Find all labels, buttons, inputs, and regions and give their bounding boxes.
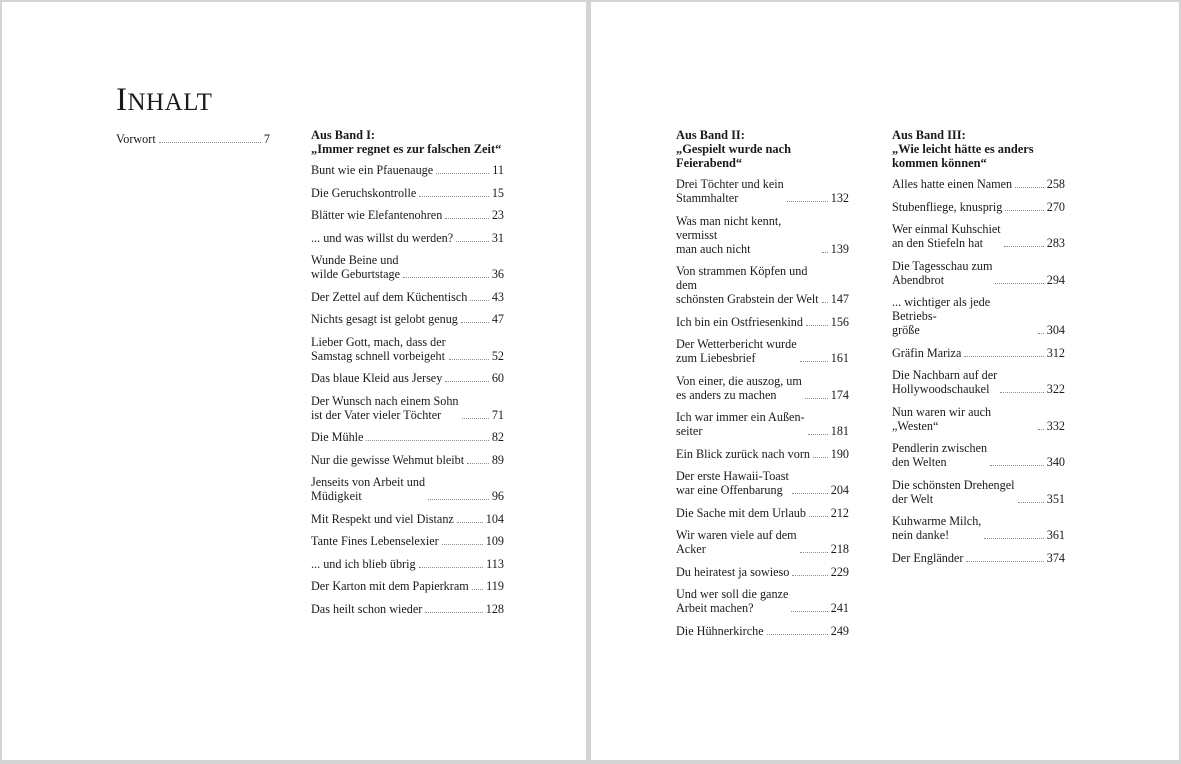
toc-entry-title: Die Mühle [311, 430, 364, 444]
dot-leader [791, 611, 827, 612]
toc-entry[interactable] [311, 579, 504, 593]
toc-entry-title: Tante Fines Lebenselexier [311, 534, 439, 548]
dot-leader [470, 300, 488, 301]
band-1-column [311, 128, 504, 616]
band-3-column [892, 128, 1065, 565]
toc-entry-page: 31 [491, 230, 504, 245]
dot-leader [767, 634, 828, 635]
dot-leader [787, 201, 828, 202]
toc-entry-page: 139 [830, 241, 849, 256]
toc-entry-page: 190 [830, 446, 849, 461]
toc-entry-title: Der Wetterbericht wurde zum Liebesbrief [676, 337, 797, 365]
dot-leader [1038, 429, 1044, 430]
toc-entry-page: 258 [1046, 177, 1065, 191]
toc-entry-title: Ich war immer ein Außen- seiter [676, 410, 805, 438]
toc-entry-title: ... wichtiger als jede Betriebs- größe [892, 295, 991, 337]
toc-entry-title: Nun waren wir auch „Westen“ [892, 404, 992, 433]
toc-entry[interactable] [311, 371, 504, 385]
toc-entry-page: 204 [830, 483, 849, 497]
toc-entry[interactable] [311, 557, 504, 571]
toc-entry[interactable] [676, 315, 849, 329]
toc-entry[interactable] [676, 410, 849, 438]
toc-entry-title: Lieber Gott, mach, dass der Samstag schnell vorbeigeht [311, 334, 446, 363]
toc-entry-page: 156 [830, 314, 849, 329]
toc-entry-title: Die Sache mit dem Urlaub [676, 505, 806, 520]
toc-entry-page: 60 [491, 371, 504, 385]
dot-leader [457, 522, 483, 523]
toc-entry-title: Nur die gewisse Wehmut bleibt [311, 452, 465, 467]
dot-leader [805, 398, 828, 399]
dot-leader [419, 196, 489, 197]
toc-entry-title: Nichts gesagt ist gelobt genug [311, 312, 458, 326]
toc-entry[interactable] [311, 253, 504, 281]
toc-entry-page: 119 [486, 579, 504, 593]
band-2-column [676, 128, 849, 638]
toc-entry[interactable] [892, 346, 1065, 360]
toc-entry-page: 52 [491, 348, 504, 363]
toc-entry-title: Die Nachbarn auf der Hollywoodschaukel [892, 368, 998, 396]
dot-leader [1015, 187, 1044, 188]
toc-entry[interactable] [311, 312, 504, 326]
dot-leader [984, 538, 1043, 539]
toc-entry-page: 374 [1046, 550, 1065, 565]
band-2-entry-list [676, 177, 849, 638]
toc-entry[interactable] [311, 534, 504, 548]
toc-entry-page: 174 [830, 387, 849, 402]
toc-entry[interactable] [311, 290, 504, 304]
toc-entry-title: Wunde Beine und wilde Geburtstage [311, 253, 401, 281]
toc-entry-page: 132 [830, 191, 849, 205]
toc-entry[interactable] [311, 335, 504, 363]
toc-entry-page: 11 [492, 163, 504, 177]
title-rest: NHALT [127, 89, 213, 116]
dot-leader [1038, 333, 1044, 334]
dot-leader [366, 440, 488, 441]
toc-entry-title: Und wer soll die ganze Arbeit machen? [676, 587, 789, 615]
dot-leader [822, 252, 828, 253]
toc-entry[interactable] [676, 506, 849, 520]
dot-leader [806, 325, 828, 326]
dot-leader [995, 283, 1043, 284]
dot-leader [809, 516, 828, 517]
toc-entry[interactable] [311, 231, 504, 245]
toc-entry-page: 43 [491, 289, 504, 304]
dot-leader [808, 434, 828, 435]
right-page [591, 2, 1179, 760]
toc-entry-title: Jenseits von Arbeit und Müdigkeit [311, 475, 426, 503]
band-3-heading: Aus Band III: „Wie leicht hätte es anders kommen können“ [892, 128, 1034, 170]
page-title [116, 84, 212, 117]
toc-entry[interactable] [311, 430, 504, 444]
band-1-entry-list [311, 163, 504, 616]
toc-entry-page: 109 [485, 534, 504, 548]
toc-entry[interactable] [311, 163, 504, 177]
toc-entry-title: Wir waren viele auf dem Acker [676, 528, 797, 556]
band-3-entry-list [892, 177, 1065, 565]
toc-entry-title: Von einer, die auszog, um es anders zu machen [676, 373, 802, 402]
toc-entry-title: Was man nicht kennt, vermisst man auch nicht [676, 213, 782, 256]
toc-entry-title: Die schönsten Drehengel der Welt [892, 477, 1015, 506]
toc-entry-page: 283 [1046, 236, 1065, 250]
dot-leader [800, 361, 828, 362]
toc-entry-title: Der Wunsch nach einem Sohn ist der Vater vieler Töchter [311, 393, 459, 422]
toc-entry-page: 96 [491, 489, 504, 503]
toc-entry-page: 361 [1046, 528, 1065, 542]
toc-entry[interactable] [892, 441, 1065, 469]
toc-entry[interactable] [892, 177, 1065, 191]
toc-entry-title: Das heilt schon wieder [311, 601, 423, 616]
dot-leader [792, 575, 827, 576]
toc-entry-page: 304 [1046, 323, 1065, 337]
toc-entry-title: Vorwort [116, 132, 156, 146]
toc-entry-title: ... und ich blieb übrig [311, 556, 416, 571]
toc-entry[interactable] [311, 186, 504, 200]
dot-leader [792, 493, 828, 494]
dot-leader [813, 457, 828, 458]
toc-entry[interactable] [676, 374, 849, 402]
toc-entry-title: Gräfin Mariza [892, 345, 962, 360]
toc-entry-page: 212 [830, 505, 849, 520]
toc-entry-title: ... und was willst du werden? [311, 230, 454, 245]
toc-entry-page: 104 [485, 511, 504, 526]
dot-leader [449, 359, 489, 360]
toc-entry-page: 47 [491, 312, 504, 326]
toc-entry-title: Der Engländer [892, 550, 964, 565]
dot-leader [966, 561, 1043, 562]
dot-leader [425, 612, 482, 613]
toc-entry-title: Mit Respekt und viel Distanz [311, 511, 454, 526]
toc-entry-title: Der Zettel auf dem Küchentisch [311, 289, 468, 304]
toc-entry-page: 332 [1046, 418, 1065, 433]
dot-leader [822, 302, 828, 303]
dot-leader [964, 356, 1043, 357]
toc-entry[interactable] [892, 514, 1065, 542]
title-initial: I [116, 82, 128, 118]
toc-entry-page: 147 [830, 292, 849, 306]
toc-entry-page: 241 [830, 601, 849, 615]
toc-entry[interactable] [892, 368, 1065, 396]
toc-entry-title: Der Karton mit dem Papierkram [311, 579, 469, 593]
toc-entry[interactable] [892, 405, 1065, 433]
toc-entry[interactable] [676, 264, 849, 306]
toc-entry[interactable] [892, 259, 1065, 287]
dot-leader [442, 544, 483, 545]
toc-entry[interactable] [676, 447, 849, 461]
toc-entry[interactable] [311, 394, 504, 422]
toc-entry-title: Von strammen Köpfen und dem schönsten Grabstein der Welt [676, 264, 819, 306]
toc-entry[interactable] [892, 200, 1065, 214]
toc-entry-page: 249 [830, 623, 849, 638]
toc-entry-title: Du heiratest ja sowieso [676, 564, 790, 579]
dot-leader [467, 463, 489, 464]
dot-leader [419, 567, 484, 568]
dot-leader [990, 465, 1044, 466]
toc-entry-page: 161 [830, 351, 849, 365]
toc-entry-page: 15 [491, 185, 504, 200]
dot-leader [456, 241, 489, 242]
toc-entry[interactable] [676, 214, 849, 256]
dot-leader [1018, 502, 1044, 503]
toc-entry-page: 113 [486, 556, 504, 571]
toc-entry-title: Stubenfliege, knusprig [892, 199, 1003, 214]
toc-entry-page: 36 [491, 267, 504, 281]
dot-leader [445, 381, 488, 382]
toc-entry-title: Die Hühnerkirche [676, 623, 764, 638]
toc-entry-title: Blätter wie Elefantenohren [311, 208, 443, 222]
toc-entry-page: 7 [263, 132, 270, 146]
left-page [2, 2, 586, 760]
toc-entry[interactable] [892, 222, 1065, 250]
toc-entry-page: 229 [830, 564, 849, 579]
vorwort-entry-column [116, 132, 270, 146]
toc-entry-page: 218 [830, 542, 849, 556]
toc-entry-title: Bunt wie ein Pfauenauge [311, 163, 434, 177]
toc-entry-title: Drei Töchter und kein Stammhalter [676, 177, 784, 205]
dot-leader [428, 499, 489, 500]
dot-leader [159, 142, 261, 143]
dot-leader [1000, 392, 1043, 393]
dot-leader [1004, 246, 1044, 247]
toc-entry-title: Pendlerin zwischen den Welten [892, 441, 988, 469]
toc-entry-page: 71 [491, 407, 504, 422]
toc-entry-page: 89 [491, 452, 504, 467]
toc-entry-title: Der erste Hawaii-Toast war eine Offenbarung [676, 469, 789, 497]
dot-leader [461, 322, 489, 323]
toc-entry-title: Die Geruchskontrolle [311, 185, 417, 200]
toc-entry-page: 128 [485, 601, 504, 616]
toc-entry-page: 312 [1046, 345, 1065, 360]
toc-entry[interactable] [892, 295, 1065, 337]
toc-entry-page: 340 [1046, 455, 1065, 469]
toc-entry-title: Wer einmal Kuhschiet an den Stiefeln hat [892, 222, 1001, 250]
dot-leader [1005, 210, 1043, 211]
dot-leader [445, 218, 489, 219]
toc-entry[interactable] [676, 337, 849, 365]
toc-entry-page: 294 [1046, 272, 1065, 287]
toc-entry[interactable] [311, 602, 504, 616]
toc-entry[interactable] [676, 528, 849, 556]
band-1-heading: Aus Band I: „Immer regnet es zur falschen Zeit“ [311, 128, 502, 156]
toc-entry-page: 270 [1046, 199, 1065, 214]
toc-entry[interactable] [311, 453, 504, 467]
toc-entry-page: 82 [491, 430, 504, 444]
toc-entry-page: 351 [1046, 491, 1065, 506]
toc-entry-page: 23 [491, 208, 504, 222]
toc-entry-vorwort[interactable] [116, 132, 270, 146]
toc-entry[interactable] [311, 475, 504, 503]
dot-leader [800, 552, 828, 553]
dot-leader [472, 589, 483, 590]
dot-leader [462, 418, 489, 419]
toc-entry-title: Ich bin ein Ostfriesenkind [676, 314, 803, 329]
toc-entry[interactable] [676, 587, 849, 615]
toc-entry[interactable] [676, 469, 849, 497]
band-2-heading: Aus Band II: „Gespielt wurde nach Feierabend“ [676, 128, 791, 170]
toc-entry[interactable] [676, 565, 849, 579]
toc-entry[interactable] [311, 512, 504, 526]
dot-leader [403, 277, 489, 278]
toc-entry[interactable] [676, 177, 849, 205]
dot-leader [436, 173, 489, 174]
toc-entry-title: Alles hatte einen Namen [892, 177, 1013, 191]
toc-entry-title: Ein Blick zurück nach vorn [676, 446, 811, 461]
toc-entry-page: 181 [830, 424, 849, 438]
toc-entry[interactable] [676, 624, 849, 638]
toc-entry[interactable] [892, 551, 1065, 565]
toc-entry-title: Die Tagesschau zum Abendbrot [892, 258, 993, 287]
toc-entry-title: Das blaue Kleid aus Jersey [311, 371, 443, 385]
toc-entry-title: Kuhwarme Milch, nein danke! [892, 514, 982, 542]
toc-entry-page: 322 [1046, 382, 1065, 396]
toc-entry[interactable] [892, 478, 1065, 506]
toc-entry[interactable] [311, 208, 504, 222]
